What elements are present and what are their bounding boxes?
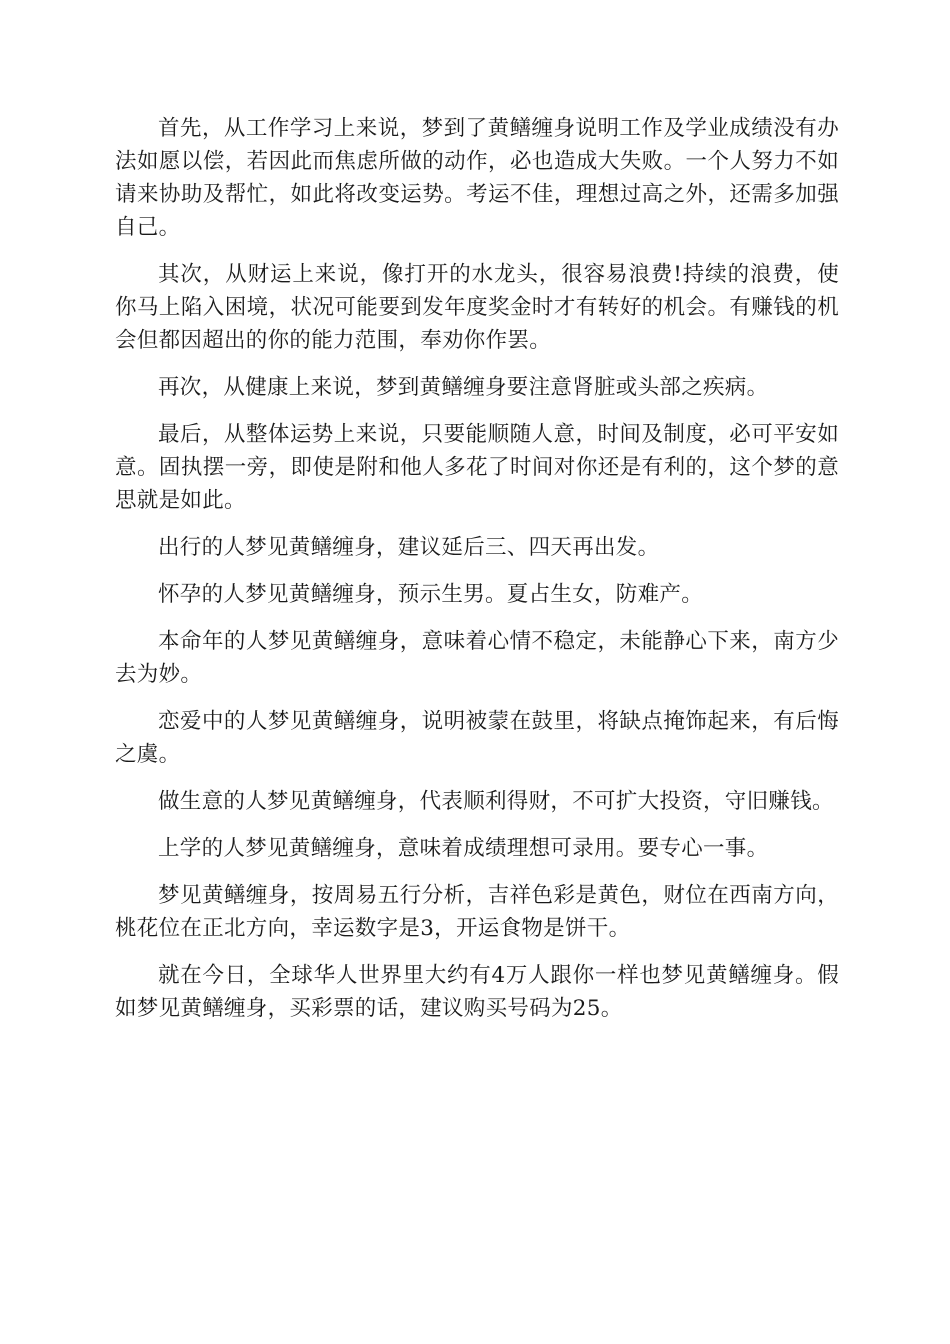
paragraph-overall-fortune: 最后，从整体运势上来说，只要能顺随人意，时间及制度，必可平安如意。固执摆一旁，即使是附和他人多花了时间对你还是有利的，这个梦的意思就是如此。 <box>115 422 839 513</box>
paragraph-zodiac-year: 本命年的人梦见黄鳝缠身，意味着心情不稳定，未能静心下来，南方少去为妙。 <box>115 629 839 687</box>
paragraph-travel: 出行的人梦见黄鳝缠身，建议延后三、四天再出发。 <box>158 535 660 560</box>
paragraph-work-study: 首先，从工作学习上来说，梦到了黄鳝缠身说明工作及学业成绩没有办法如愿以偿，若因此而焦虑所做的动作，必也造成大失败。一个人努力不如请来协助及帮忙，如此将改变运势。考运不佳，理想过高之外，还需多加强自己。 <box>115 116 839 240</box>
paragraph-romance: 恋爱中的人梦见黄鳝缠身，说明被蒙在鼓里，将缺点掩饰起来，有后悔之虞。 <box>115 709 839 767</box>
paragraph-health: 再次，从健康上来说，梦到黄鳝缠身要注意肾脏或头部之疾病。 <box>158 375 769 400</box>
document-body <box>115 112 839 1039</box>
paragraph-five-elements: 梦见黄鳝缠身，按周易五行分析，吉祥色彩是黄色，财位在西南方向，桃花位在正北方向，幸运数字是3，开运食物是饼干。 <box>115 883 839 941</box>
paragraph-pregnancy: 怀孕的人梦见黄鳝缠身，预示生男。夏占生女，防难产。 <box>158 582 704 607</box>
paragraph-lottery: 就在今日，全球华人世界里大约有4万人跟你一样也梦见黄鳝缠身。假如梦见黄鳝缠身，买彩票的话，建议购买号码为25。 <box>115 963 839 1021</box>
paragraph-wealth: 其次，从财运上来说，像打开的水龙头，很容易浪费!持续的浪费，使你马上陷入困境，状况可能要到发年度奖金时才有转好的机会。有赚钱的机会但都因超出的你的能力范围，奉劝你作罢。 <box>115 262 839 353</box>
paragraph-business: 做生意的人梦见黄鳝缠身，代表顺利得财，不可扩大投资，守旧赚钱。 <box>158 789 834 814</box>
paragraph-students: 上学的人梦见黄鳝缠身，意味着成绩理想可录用。要专心一事。 <box>158 836 769 861</box>
